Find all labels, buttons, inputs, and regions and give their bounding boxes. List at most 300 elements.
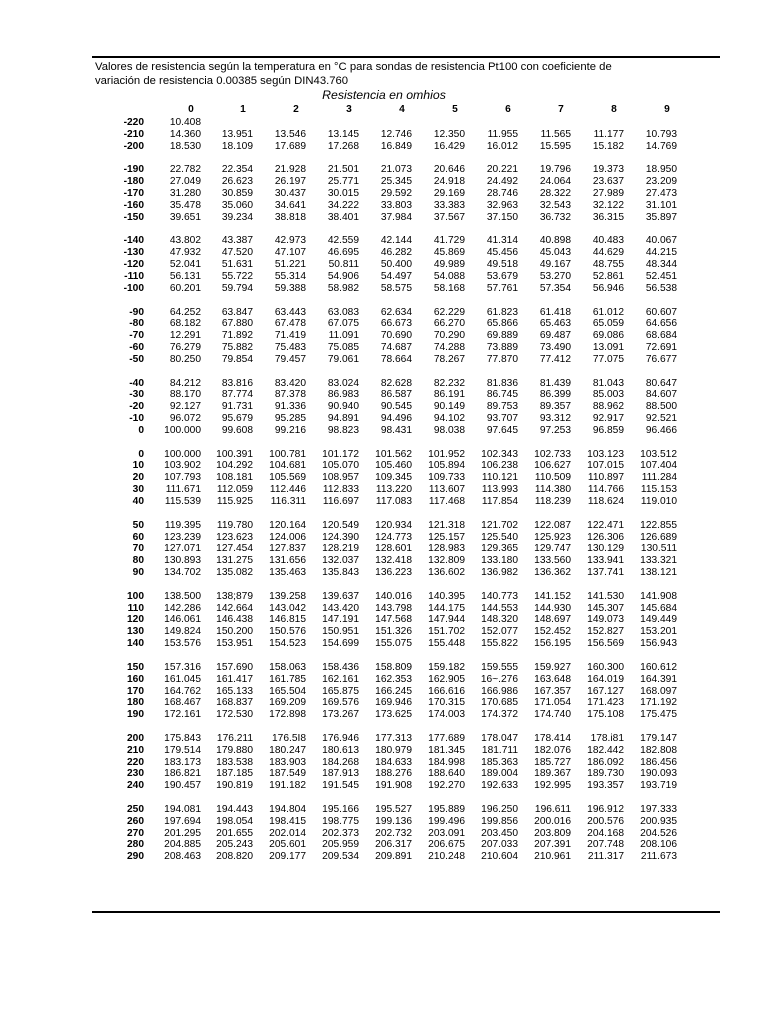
resistance-cell: 210.961 [534, 851, 571, 863]
resistance-cell: 81.836 [486, 377, 518, 389]
resistance-cell: 110.897 [587, 472, 624, 484]
resistance-cell: 209.177 [269, 851, 306, 863]
resistance-cell: 15.182 [592, 140, 624, 152]
resistance-cell: 68.684 [645, 330, 677, 342]
resistance-cell: 158.063 [269, 661, 306, 673]
resistance-cell: 101.562 [375, 448, 412, 460]
resistance-cell: 129.747 [534, 543, 571, 555]
resistance-cell: 166.245 [375, 685, 412, 697]
temperature-cell: 210 [127, 744, 144, 756]
temperature-cell: 160 [127, 673, 144, 685]
table-row [0, 591, 768, 603]
resistance-cell: 94.891 [327, 413, 359, 425]
table-row [0, 768, 768, 780]
resistance-cell: 120.549 [322, 519, 359, 531]
resistance-cell: 21.073 [380, 164, 412, 176]
resistance-cell: 42.559 [327, 235, 359, 247]
resistance-cell: 131.275 [216, 555, 253, 567]
temperature-cell: -20 [129, 401, 144, 413]
resistance-cell: 167.127 [587, 685, 624, 697]
resistance-cell: 59.388 [274, 282, 306, 294]
resistance-cell: 30.859 [221, 188, 253, 200]
resistance-cell: 95.285 [274, 413, 306, 425]
resistance-cell: 113.607 [428, 484, 465, 496]
table-row [0, 129, 768, 141]
column-header: 2 [293, 104, 299, 115]
resistance-cell: 140.016 [375, 590, 412, 602]
resistance-cell: 16.429 [433, 140, 465, 152]
resistance-cell: 58.982 [327, 282, 359, 294]
resistance-cell: 19.373 [592, 164, 624, 176]
resistance-cell: 149.449 [640, 614, 677, 626]
resistance-cell: 61.418 [539, 306, 571, 318]
resistance-cell: 57.354 [539, 282, 571, 294]
resistance-cell: 207.748 [587, 839, 624, 851]
resistance-cell: 138;879 [216, 590, 253, 602]
temperature-cell: 190 [127, 709, 144, 721]
resistance-cell: 40.067 [645, 235, 677, 247]
resistance-cell: 176.211 [216, 732, 253, 744]
resistance-cell: 192.270 [428, 780, 465, 792]
resistance-cell: 143.420 [322, 602, 359, 614]
resistance-cell: 100.000 [164, 424, 201, 436]
resistance-cell: 127.071 [164, 543, 201, 555]
resistance-cell: 132.809 [428, 555, 465, 567]
resistance-cell: 94.102 [433, 413, 465, 425]
resistance-cell: 16~.276 [480, 673, 518, 685]
resistance-cell: 112.059 [216, 484, 253, 496]
resistance-cell: 133.321 [640, 555, 677, 567]
resistance-cell: 117.083 [375, 496, 412, 507]
resistance-cell: 187.185 [216, 768, 253, 780]
temperature-cell: 50 [132, 519, 144, 531]
resistance-cell: 110.121 [481, 472, 518, 484]
resistance-cell: 64.656 [645, 318, 677, 330]
temperature-cell: 30 [132, 484, 144, 496]
resistance-cell: 69.487 [539, 330, 571, 342]
resistance-cell: 125.540 [481, 531, 518, 543]
temperature-cell: -180 [123, 176, 144, 188]
resistance-cell: 21.928 [274, 164, 306, 176]
temperature-cell: -150 [123, 211, 144, 223]
resistance-cell: 87.774 [221, 389, 253, 401]
resistance-cell: 56.131 [169, 270, 201, 282]
resistance-cell: 56.538 [645, 282, 677, 294]
resistance-cell: 11.177 [593, 128, 624, 140]
resistance-cell: 105.894 [428, 460, 465, 472]
temperature-cell: 220 [127, 756, 144, 768]
resistance-cell: 124.006 [269, 531, 306, 543]
resistance-cell: 182.808 [640, 744, 677, 756]
resistance-cell: 92.521 [645, 413, 677, 425]
resistance-cell: 47.107 [274, 247, 306, 259]
resistance-cell: 74.687 [380, 342, 412, 354]
resistance-cell: 16.849 [380, 140, 412, 152]
resistance-cell: 156.943 [640, 638, 677, 650]
resistance-cell: 44.629 [592, 247, 624, 259]
table-row [0, 318, 768, 330]
table-row [0, 709, 768, 721]
resistance-cell: 122.471 [587, 519, 624, 531]
resistance-cell: 121.318 [428, 519, 465, 531]
resistance-cell: 179.880 [216, 744, 253, 756]
resistance-cell: 205.243 [216, 839, 253, 851]
resistance-cell: 33.803 [380, 199, 412, 211]
resistance-cell: 119.395 [164, 519, 201, 531]
resistance-cell: 100.000 [164, 448, 201, 460]
resistance-cell: 155.448 [428, 638, 465, 650]
resistance-cell: 179.514 [164, 744, 201, 756]
resistance-cell: 49.989 [433, 259, 465, 271]
resistance-cell: 171.423 [587, 697, 624, 709]
resistance-cell: 181.345 [428, 744, 465, 756]
resistance-cell: 197.333 [640, 803, 677, 815]
resistance-cell: 174.372 [481, 709, 518, 721]
table-row [0, 851, 768, 863]
resistance-cell: 11.091 [328, 330, 359, 342]
resistance-cell: 45.456 [486, 247, 518, 259]
resistance-cell: 165.875 [322, 685, 359, 697]
resistance-cell: 62.229 [433, 306, 465, 318]
resistance-cell: 207.391 [534, 839, 571, 851]
resistance-cell: 86.745 [486, 389, 518, 401]
resistance-table [0, 117, 768, 875]
temperature-cell: 120 [127, 614, 144, 626]
resistance-cell: 30.015 [327, 188, 359, 200]
resistance-cell: 97.253 [539, 424, 571, 436]
resistance-cell: 141.530 [587, 590, 624, 602]
temperature-cell: -90 [129, 306, 144, 318]
resistance-cell: 194.443 [216, 803, 253, 815]
table-row [0, 816, 768, 828]
resistance-cell: 119.780 [216, 519, 253, 531]
resistance-cell: 18.109 [221, 140, 253, 152]
resistance-cell: 114.766 [587, 484, 624, 496]
resistance-cell: 33.383 [433, 199, 465, 211]
resistance-cell: 39.651 [169, 211, 201, 223]
resistance-cell: 203.450 [481, 827, 518, 839]
resistance-cell: 70.690 [380, 330, 412, 342]
resistance-cell: 94.496 [380, 413, 412, 425]
resistance-cell: 77.075 [592, 353, 624, 365]
resistance-cell: 31.280 [169, 188, 201, 200]
resistance-cell: 165.133 [216, 685, 253, 697]
resistance-cell: 132.037 [322, 555, 359, 567]
temperature-cell: -220 [123, 117, 144, 128]
resistance-cell: 101.952 [428, 448, 465, 460]
resistance-cell: 79.457 [274, 353, 306, 365]
resistance-cell: 85.003 [592, 389, 624, 401]
temperature-cell: 270 [127, 827, 144, 839]
resistance-cell: 161.785 [269, 673, 306, 685]
resistance-cell: 205.959 [322, 839, 359, 851]
temperature-cell: 100 [127, 590, 144, 602]
resistance-cell: 136.362 [534, 567, 571, 579]
resistance-cell: 39.234 [221, 211, 253, 223]
resistance-cell: 86.191 [433, 389, 465, 401]
resistance-cell: 88.962 [592, 401, 624, 413]
resistance-cell: 206.317 [375, 839, 412, 851]
resistance-cell: 151.702 [428, 626, 465, 638]
resistance-cell: 143.042 [269, 602, 306, 614]
temperature-cell: 60 [132, 531, 144, 543]
resistance-cell: 186.092 [587, 756, 624, 768]
resistance-cell: 90.940 [327, 401, 359, 413]
resistance-cell: 149.073 [587, 614, 624, 626]
resistance-cell: 66.270 [433, 318, 465, 330]
resistance-cell: 52.041 [169, 259, 201, 271]
table-row [0, 307, 768, 319]
resistance-cell: 34.641 [274, 199, 306, 211]
resistance-cell: 107.404 [640, 460, 677, 472]
resistance-cell: 17.268 [327, 140, 359, 152]
table-row [0, 839, 768, 851]
resistance-cell: 46.282 [380, 247, 412, 259]
resistance-cell: 106.238 [481, 460, 518, 472]
resistance-cell: 189.730 [587, 768, 624, 780]
resistance-cell: 155.075 [375, 638, 412, 650]
temperature-cell: 90 [132, 567, 144, 579]
resistance-cell: 204.526 [640, 827, 677, 839]
resistance-cell: 195.889 [428, 803, 465, 815]
bottom-rule [92, 911, 720, 913]
resistance-cell: 87.378 [274, 389, 306, 401]
resistance-cell: 136.982 [481, 567, 518, 579]
resistance-cell: 96.859 [592, 424, 624, 436]
resistance-cell: 72.691 [645, 342, 677, 354]
temperature-cell: -100 [123, 282, 144, 294]
resistance-cell: 196.912 [587, 803, 624, 815]
resistance-cell: 24.918 [433, 176, 465, 188]
resistance-cell: 41.314 [486, 235, 518, 247]
resistance-cell: 140.773 [481, 590, 518, 602]
resistance-cell: 113.993 [481, 484, 518, 496]
resistance-cell: 103.123 [587, 448, 624, 460]
resistance-cell: 115.153 [640, 484, 677, 496]
resistance-cell: 114.380 [534, 484, 571, 496]
temperature-cell: 20 [132, 472, 144, 484]
resistance-cell: 109.733 [428, 472, 465, 484]
resistance-cell: 77.412 [539, 353, 571, 365]
resistance-cell: 154.523 [269, 638, 306, 650]
resistance-cell: 198.054 [216, 815, 253, 827]
temperature-cell: 0 [138, 424, 144, 436]
resistance-cell: 103.512 [640, 448, 677, 460]
resistance-cell: 61.012 [592, 306, 624, 318]
resistance-cell: 194.804 [269, 803, 306, 815]
resistance-cell: 159.927 [534, 661, 571, 673]
resistance-cell: 107.015 [587, 460, 624, 472]
resistance-cell: 60.607 [645, 306, 677, 318]
resistance-cell: 55.314 [274, 270, 306, 282]
resistance-cell: 158.436 [322, 661, 359, 673]
resistance-cell: 154.699 [322, 638, 359, 650]
resistance-cell: 112.446 [269, 484, 306, 496]
resistance-cell: 127.837 [269, 543, 306, 555]
resistance-cell: 98.431 [380, 424, 412, 436]
resistance-cell: 172.530 [216, 709, 253, 721]
resistance-cell: 101.172 [322, 448, 359, 460]
resistance-cell: 188.276 [375, 768, 412, 780]
resistance-cell: 62.634 [380, 306, 412, 318]
resistance-cell: 177.313 [375, 732, 412, 744]
resistance-cell: 133.941 [587, 555, 624, 567]
resistance-cell: 161.045 [164, 673, 201, 685]
resistance-cell: 76.677 [645, 353, 677, 365]
resistance-cell: 201.655 [216, 827, 253, 839]
table-row [0, 496, 768, 508]
temperature-cell: 250 [127, 803, 144, 815]
resistance-cell: 49.167 [539, 259, 571, 271]
table-row [0, 283, 768, 295]
resistance-cell: 11.955 [487, 128, 518, 140]
resistance-cell: 183.538 [216, 756, 253, 768]
table-row [0, 460, 768, 472]
resistance-cell: 13.546 [274, 128, 306, 140]
table-row [0, 804, 768, 816]
resistance-cell: 117.854 [481, 496, 518, 507]
resistance-cell: 53.270 [539, 270, 571, 282]
table-row [0, 733, 768, 745]
resistance-cell: 81.043 [592, 377, 624, 389]
table-row [0, 543, 768, 555]
row-group [0, 117, 768, 153]
table-row [0, 626, 768, 638]
resistance-cell: 82.232 [433, 377, 465, 389]
resistance-cell: 202.014 [269, 827, 306, 839]
resistance-cell: 155.822 [481, 638, 518, 650]
resistance-cell: 162.161 [322, 673, 359, 685]
resistance-cell: 84.212 [169, 377, 201, 389]
temperature-cell: -30 [129, 389, 144, 401]
resistance-cell: 137.741 [587, 567, 624, 579]
resistance-cell: 179.147 [640, 732, 677, 744]
resistance-cell: 107.793 [164, 472, 201, 484]
resistance-cell: 44.215 [645, 247, 677, 259]
resistance-cell: 128.601 [375, 543, 412, 555]
resistance-cell: 89.753 [486, 401, 518, 413]
resistance-cell: 205.601 [269, 839, 306, 851]
resistance-cell: 92.917 [592, 413, 624, 425]
row-group [0, 164, 768, 223]
resistance-cell: 96.466 [645, 424, 677, 436]
resistance-cell: 73.889 [486, 342, 518, 354]
resistance-cell: 156.569 [587, 638, 624, 650]
resistance-cell: 55.722 [221, 270, 253, 282]
temperature-cell: 130 [127, 626, 144, 638]
resistance-cell: 78.664 [380, 353, 412, 365]
resistance-cell: 176.5I8 [272, 732, 306, 744]
table-row [0, 413, 768, 425]
resistance-cell: 95.679 [221, 413, 253, 425]
resistance-cell: 126.689 [640, 531, 677, 543]
intro-text [95, 60, 715, 88]
resistance-cell: 182.442 [587, 744, 624, 756]
resistance-cell: 71.892 [221, 330, 253, 342]
resistance-cell: 142.664 [216, 602, 253, 614]
resistance-cell: 202.732 [375, 827, 412, 839]
resistance-cell: 52.451 [645, 270, 677, 282]
resistance-cell: 42.144 [380, 235, 412, 247]
temperature-cell: 140 [127, 638, 144, 650]
resistance-cell: 26.197 [274, 176, 306, 188]
resistance-cell: 29.169 [433, 188, 465, 200]
resistance-cell: 125.157 [428, 531, 465, 543]
table-row [0, 555, 768, 567]
resistance-cell: 119.010 [640, 496, 677, 507]
resistance-cell: 36.315 [592, 211, 624, 223]
table-row [0, 780, 768, 792]
resistance-cell: 171.192 [640, 697, 677, 709]
resistance-cell: 14.769 [645, 140, 677, 152]
resistance-cell: 136.223 [375, 567, 412, 579]
top-rule [92, 56, 720, 58]
resistance-cell: 172.898 [269, 709, 306, 721]
resistance-cell: 166.616 [428, 685, 465, 697]
column-header: 3 [346, 104, 352, 115]
resistance-cell: 13.145 [327, 128, 359, 140]
resistance-cell: 52.861 [592, 270, 624, 282]
resistance-cell: 90.149 [433, 401, 465, 413]
resistance-cell: 77.870 [486, 353, 518, 365]
resistance-cell: 48.755 [592, 259, 624, 271]
resistance-cell: 153.201 [640, 626, 677, 638]
resistance-cell: 210.604 [481, 851, 518, 863]
resistance-cell: 138.500 [164, 590, 201, 602]
table-row [0, 484, 768, 496]
resistance-cell: 26.623 [221, 176, 253, 188]
resistance-cell: 134.702 [164, 567, 201, 579]
resistance-cell: 187.549 [269, 768, 306, 780]
resistance-cell: 184.998 [428, 756, 465, 768]
temperature-cell: -160 [123, 199, 144, 211]
resistance-cell: 169.946 [375, 697, 412, 709]
resistance-cell: 83.024 [327, 377, 359, 389]
resistance-cell: 191.182 [269, 780, 306, 792]
temperature-cell: 70 [132, 543, 144, 555]
resistance-cell: 37.150 [486, 211, 518, 223]
temperature-cell: 230 [127, 768, 144, 780]
resistance-cell: 67.478 [274, 318, 306, 330]
resistance-cell: 211.317 [587, 851, 624, 863]
resistance-cell: 147.944 [428, 614, 465, 626]
resistance-cell: 141.908 [640, 590, 677, 602]
resistance-cell: 188.640 [428, 768, 465, 780]
resistance-cell: 204.885 [164, 839, 201, 851]
resistance-cell: 144.553 [481, 602, 518, 614]
resistance-cell: 34.222 [327, 199, 359, 211]
intro-line-2: variación de resistencia 0.00385 según DIN43.760 [95, 75, 349, 87]
resistance-cell: 18.530 [169, 140, 201, 152]
resistance-cell: 40.898 [539, 235, 571, 247]
resistance-cell: 69.086 [592, 330, 624, 342]
resistance-cell: 54.088 [433, 270, 465, 282]
resistance-cell: 123.239 [164, 531, 201, 543]
resistance-cell: 36.732 [539, 211, 571, 223]
resistance-cell: 29.592 [380, 188, 412, 200]
resistance-cell: 75.085 [327, 342, 359, 354]
resistance-cell: 63.847 [221, 306, 253, 318]
temperature-cell: 200 [127, 732, 144, 744]
resistance-cell: 163.648 [534, 673, 571, 685]
table-row [0, 472, 768, 484]
resistance-cell: 24.064 [539, 176, 571, 188]
resistance-cell: 167.357 [534, 685, 571, 697]
resistance-cell: 191.545 [322, 780, 359, 792]
resistance-cell: 125.923 [534, 531, 571, 543]
resistance-cell: 103.902 [164, 460, 201, 472]
resistance-cell: 76.279 [169, 342, 201, 354]
